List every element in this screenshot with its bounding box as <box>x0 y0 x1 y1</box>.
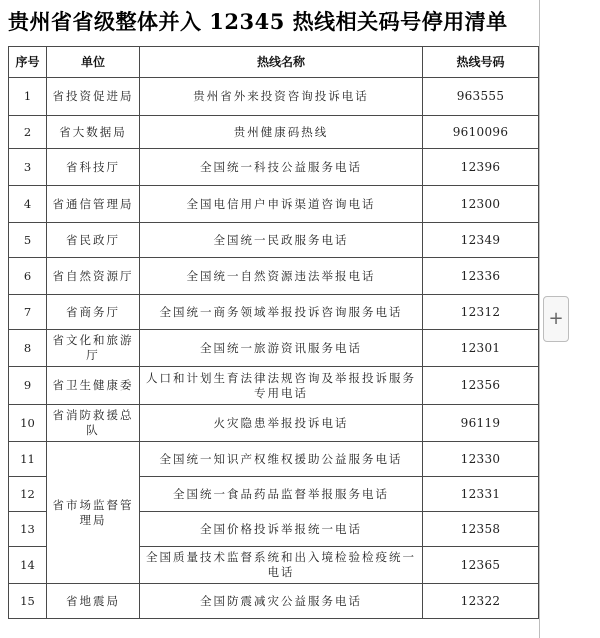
row-number: 12336 <box>423 258 539 295</box>
row-number: 12349 <box>423 223 539 258</box>
row-unit: 省大数据局 <box>47 116 140 149</box>
table-row <box>9 186 539 223</box>
header-name: 热线名称 <box>140 47 423 78</box>
row-no: 4 <box>9 186 47 223</box>
row-number: 963555 <box>423 78 539 116</box>
row-name: 全国统一科技公益服务电话 <box>140 149 423 186</box>
table-row <box>9 149 539 186</box>
row-number: 12312 <box>423 295 539 330</box>
row-number: 12330 <box>423 442 539 477</box>
row-no: 10 <box>9 405 47 442</box>
row-name: 全国统一自然资源违法举报电话 <box>140 258 423 295</box>
row-unit: 省商务厅 <box>47 295 140 330</box>
table-row <box>9 258 539 295</box>
row-unit: 省自然资源厅 <box>47 258 140 295</box>
table-row <box>9 223 539 258</box>
row-no: 8 <box>9 330 47 367</box>
row-number: 12301 <box>423 330 539 367</box>
table-row <box>9 78 539 116</box>
row-number: 12322 <box>423 584 539 619</box>
row-name: 全国电信用户申诉渠道咨询电话 <box>140 186 423 223</box>
row-no: 15 <box>9 584 47 619</box>
row-unit-merged: 省市场监督管理局 <box>47 442 140 584</box>
row-name: 全国统一商务领域举报投诉咨询服务电话 <box>140 295 423 330</box>
row-no: 11 <box>9 442 47 477</box>
row-no: 7 <box>9 295 47 330</box>
table-row <box>9 442 539 477</box>
row-name: 贵州省外来投资咨询投诉电话 <box>140 78 423 116</box>
table-row <box>9 584 539 619</box>
table-header-row <box>9 47 539 78</box>
row-unit: 省消防救援总队 <box>47 405 140 442</box>
row-unit: 省通信管理局 <box>47 186 140 223</box>
row-name: 全国统一旅游资讯服务电话 <box>140 330 423 367</box>
row-no: 5 <box>9 223 47 258</box>
row-no: 2 <box>9 116 47 149</box>
row-name: 人口和计划生育法律法规咨询及举报投诉服务专用电话 <box>140 367 423 405</box>
row-name: 全国统一食品药品监督举报服务电话 <box>140 477 423 512</box>
row-number: 96119 <box>423 405 539 442</box>
header-unit: 单位 <box>47 47 140 78</box>
row-number: 12300 <box>423 186 539 223</box>
expand-button[interactable]: + <box>543 296 569 342</box>
row-no: 13 <box>9 512 47 547</box>
hotline-table <box>8 46 539 619</box>
table-row <box>9 367 539 405</box>
row-no: 12 <box>9 477 47 512</box>
table-row <box>9 330 539 367</box>
table-row <box>9 295 539 330</box>
row-unit: 省科技厅 <box>47 149 140 186</box>
row-number: 12331 <box>423 477 539 512</box>
row-number: 9610096 <box>423 116 539 149</box>
row-unit: 省卫生健康委 <box>47 367 140 405</box>
row-unit: 省地震局 <box>47 584 140 619</box>
page-edge-divider <box>539 0 540 638</box>
header-number: 热线号码 <box>423 47 539 78</box>
row-name: 全国质量技术监督系统和出入境检验检疫统一电话 <box>140 547 423 584</box>
table-row <box>9 116 539 149</box>
row-unit: 省文化和旅游厅 <box>47 330 140 367</box>
row-unit: 省民政厅 <box>47 223 140 258</box>
row-name: 全国价格投诉举报统一电话 <box>140 512 423 547</box>
row-unit: 省投资促进局 <box>47 78 140 116</box>
row-name: 全国防震减灾公益服务电话 <box>140 584 423 619</box>
header-no: 序号 <box>9 47 47 78</box>
row-number: 12356 <box>423 367 539 405</box>
row-number: 12365 <box>423 547 539 584</box>
document-title: 贵州省省级整体并入 12345 热线相关码号停用清单 <box>8 9 508 34</box>
row-number: 12358 <box>423 512 539 547</box>
row-number: 12396 <box>423 149 539 186</box>
table-row <box>9 405 539 442</box>
row-no: 6 <box>9 258 47 295</box>
row-no: 1 <box>9 78 47 116</box>
row-no: 14 <box>9 547 47 584</box>
row-no: 9 <box>9 367 47 405</box>
row-name: 火灾隐患举报投诉电话 <box>140 405 423 442</box>
row-name: 全国统一民政服务电话 <box>140 223 423 258</box>
row-name: 贵州健康码热线 <box>140 116 423 149</box>
row-name: 全国统一知识产权维权援助公益服务电话 <box>140 442 423 477</box>
row-no: 3 <box>9 149 47 186</box>
